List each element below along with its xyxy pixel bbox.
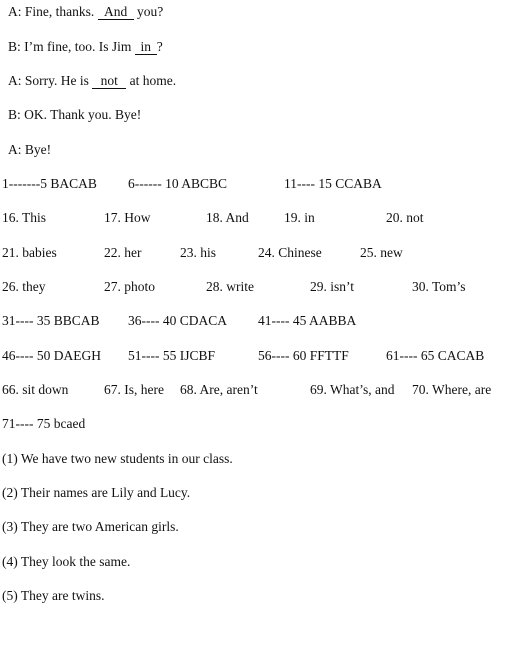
answer-blank: And bbox=[98, 5, 134, 20]
answer-item: 17. How bbox=[104, 210, 151, 225]
dialogue-text: B: I’m fine, too. Is Jim bbox=[8, 39, 135, 54]
answer-item: 41---- 45 AABBA bbox=[258, 313, 357, 328]
answer-item: 71---- 75 bcaed bbox=[2, 416, 86, 431]
answer-item: 16. This bbox=[2, 210, 47, 225]
answer-item: 22. her bbox=[104, 245, 142, 260]
answer-item: 26. they bbox=[2, 279, 46, 294]
answer-item: 21. babies bbox=[2, 245, 57, 260]
answer-item: 23. his bbox=[180, 245, 217, 260]
answer-item: 11---- 15 CCABA bbox=[284, 176, 382, 191]
sentence-3: (3) They are two American girls. bbox=[2, 519, 179, 534]
sentence-4: (4) They look the same. bbox=[2, 554, 131, 569]
answer-item: 46---- 50 DAEGH bbox=[2, 348, 101, 363]
dialogue-line-3 bbox=[8, 72, 176, 90]
answer-row bbox=[0, 312, 510, 330]
answer-row bbox=[0, 415, 510, 433]
answer-item: 70. Where, are bbox=[412, 382, 492, 397]
answer-item: 20. not bbox=[386, 210, 424, 225]
answer-row bbox=[0, 381, 510, 399]
answer-item: 67. Is, here bbox=[104, 382, 164, 397]
sentence-5: (5) They are twins. bbox=[2, 588, 105, 603]
answer-item: 18. And bbox=[206, 210, 249, 225]
dialogue-line-1 bbox=[8, 3, 163, 21]
dialogue-line-5: A: Bye! bbox=[8, 142, 52, 157]
answer-item: 24. Chinese bbox=[258, 245, 322, 260]
answer-row bbox=[0, 278, 510, 296]
dialogue-line-4: B: OK. Thank you. Bye! bbox=[8, 107, 142, 122]
answer-item: 51---- 55 IJCBF bbox=[128, 348, 215, 363]
answer-item: 66. sit down bbox=[2, 382, 69, 397]
answer-item: 6------ 10 ABCBC bbox=[128, 176, 227, 191]
answer-item: 36---- 40 CDACA bbox=[128, 313, 227, 328]
dialogue-line-2 bbox=[8, 38, 163, 56]
dialogue-text: ? bbox=[156, 39, 163, 54]
answer-item: 28. write bbox=[206, 279, 254, 294]
answer-item: 1-------5 BACAB bbox=[2, 176, 97, 191]
dialogue-text: at home. bbox=[126, 73, 177, 88]
answer-item: 30. Tom’s bbox=[412, 279, 466, 294]
dialogue-text: you? bbox=[133, 4, 164, 19]
answer-item: 56---- 60 FFTTF bbox=[258, 348, 349, 363]
sentence-1: (1) We have two new students in our class. bbox=[2, 451, 233, 466]
sentence-2: (2) Their names are Lily and Lucy. bbox=[2, 485, 191, 500]
answer-item: 69. What’s, and bbox=[310, 382, 395, 397]
answer-row bbox=[0, 347, 510, 365]
answer-item: 19. in bbox=[284, 210, 315, 225]
answer-row bbox=[0, 209, 510, 227]
dialogue-text: A: Fine, thanks. bbox=[8, 4, 98, 19]
answer-item: 27. photo bbox=[104, 279, 156, 294]
answer-blank: not bbox=[92, 74, 126, 89]
answer-item: 68. Are, aren’t bbox=[180, 382, 258, 397]
dialogue-text: A: Sorry. He is bbox=[8, 73, 93, 88]
answer-blank: in bbox=[135, 40, 157, 55]
answer-item: 25. new bbox=[360, 245, 403, 260]
answer-item: 29. isn’t bbox=[310, 279, 355, 294]
answer-row bbox=[0, 175, 510, 193]
answer-item: 31---- 35 BBCAB bbox=[2, 313, 100, 328]
answer-row bbox=[0, 244, 510, 262]
answer-item: 61---- 65 CACAB bbox=[386, 348, 485, 363]
